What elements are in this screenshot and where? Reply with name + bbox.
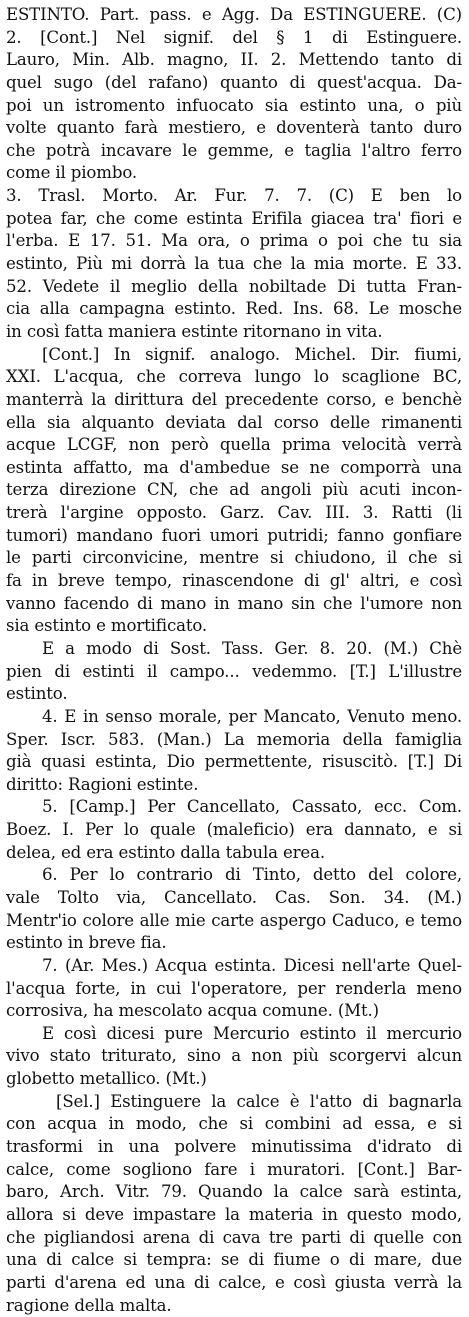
entry-line: in così fatta maniera estinte ritornano in vita. bbox=[6, 321, 383, 341]
entry-line: cia alla campagna estinto. Red. Ins. 68. Le mosche bbox=[6, 299, 462, 319]
entry-line: Sper. Iscr. 583. (Man.) La memoria della famiglia bbox=[6, 729, 462, 749]
entry-line: manterrà la dirittura del precedente corso, e benchè bbox=[6, 389, 462, 409]
entry-line: vanno facendo di mano in mano sin che l'umore non bbox=[6, 593, 462, 613]
entry-line: acque LCGF, non però quella prima velocità verrà bbox=[6, 435, 462, 455]
entry-line: 6. Per lo contrario di Tinto, detto del colore, bbox=[42, 865, 462, 885]
entry-line: una di calce si tempra: se di fiume o di mare, due bbox=[6, 1250, 462, 1270]
entry-line: globetto metallico. (Mt.) bbox=[6, 1069, 207, 1089]
entry-line: trerà l'argine opposto. Garz. Cav. III. 3. Ratti (li bbox=[6, 503, 462, 523]
entry-line: quel sugo (del rafano) quanto di quest'acqua. Da- bbox=[6, 72, 462, 92]
entry-line: Boez. I. Per lo quale (maleficio) era dannato, e si bbox=[6, 820, 462, 840]
entry-line: potea far, che come estinta Erifila giacea tra' fiori e bbox=[6, 208, 462, 228]
entry-line: allora si deve impastare la materia in questo modo, bbox=[6, 1204, 462, 1224]
entry-line: fa in breve tempo, rinascendone di gl' altri, e così bbox=[6, 571, 462, 591]
entry-line: Mentr'io colore alle mie carte aspergo Caduco, e temo bbox=[6, 910, 462, 930]
entry-line: le parti circonvicine, mentre si chiudono, il che si bbox=[6, 548, 462, 568]
entry-line: sia estinto e mortificato. bbox=[6, 616, 208, 636]
entry-line: 3. Trasl. Morto. Ar. Fur. 7. 7. (C) E ben lo bbox=[6, 186, 462, 206]
entry-line: diritto: Ragioni estinte. bbox=[6, 774, 199, 794]
entry-line: ragione della malta. bbox=[6, 1295, 172, 1315]
entry-line: che pigliandosi arena di cava tre parti di quelle con bbox=[6, 1227, 462, 1247]
entry-line: [Sel.] Estinguere la calce è l'atto di bagnarla bbox=[56, 1091, 462, 1111]
entry-line: 52. Vedete il meglio della nobiltade Di tutta Fran- bbox=[6, 276, 462, 296]
entry-line: volte quanto farà mestiero, e doventerà tanto duro bbox=[6, 118, 462, 138]
entry-line: delea, ed era estinto dalla tabula erea. bbox=[6, 842, 325, 862]
entry-line: XXI. L'acqua, che correva lungo lo scaglione BC, bbox=[6, 367, 462, 387]
dictionary-entry bbox=[6, 4, 462, 1317]
entry-line: estinto, Più mi dorrà la tua che la mia morte. E 33. bbox=[6, 254, 462, 274]
entry-line: l'acqua forte, in cui l'operatore, per renderla meno bbox=[6, 978, 462, 998]
entry-line: vivo stato triturato, sino a non più scorgervi alcun bbox=[6, 1046, 462, 1066]
entry-line: Lauro, Min. Alb. magno, II. 2. Mettendo tanto di bbox=[6, 50, 462, 70]
entry-line: che potrà incavare le gemme, e taglia l'altro ferro bbox=[6, 140, 462, 160]
entry-line: pien di estinti il campo... vedemmo. [T.] L'illustre bbox=[6, 661, 462, 681]
entry-line: E a modo di Sost. Tass. Ger. 8. 20. (M.) Chè bbox=[42, 638, 462, 658]
entry-line: corrosiva, ha mescolato acqua comune. (Mt.) bbox=[6, 1001, 379, 1021]
entry-line: baro, Arch. Vitr. 79. Quando la calce sarà estinta, bbox=[6, 1182, 462, 1202]
entry-line: vale Tolto via, Cancellato. Cas. Son. 34. (M.) bbox=[6, 887, 462, 907]
entry-line: tumori) mandano fuori umori putridi; fanno gonfiare bbox=[6, 525, 462, 545]
entry-line: con acqua in modo, che si combini ad essa, e si bbox=[6, 1114, 462, 1134]
entry-line: 7. (Ar. Mes.) Acqua estinta. Dicesi nell'arte Quel- bbox=[42, 955, 462, 975]
entry-line: ESTINTO. Part. pass. e Agg. Da ESTINGUERE. (C) bbox=[6, 5, 462, 24]
entry-line: estinto. bbox=[6, 684, 68, 704]
entry-line: 5. [Camp.] Per Cancellato, Cassato, ecc. Com. bbox=[42, 797, 462, 817]
entry-line: già quasi estinta, Dio permettente, risuscitò. [T.] Di bbox=[6, 752, 462, 772]
entry-line: estinto in breve fia. bbox=[6, 933, 167, 953]
entry-line: 4. E in senso morale, per Mancato, Venuto meno. bbox=[42, 706, 462, 726]
entry-line: [Cont.] In signif. analogo. Michel. Dir. fiumi, bbox=[42, 344, 462, 364]
entry-line: l'erba. E 17. 51. Ma ora, o prima o poi che tu sia bbox=[6, 231, 462, 251]
entry-line: calce, come sogliono fare i muratori. [Cont.] Bar- bbox=[6, 1159, 462, 1179]
entry-line: 2. [Cont.] Nel signif. del § 1 di Estinguere. bbox=[6, 27, 462, 47]
entry-line: parti d'arena ed una di calce, e così giusta verrà la bbox=[6, 1272, 462, 1292]
entry-line: ella sia alquanto deviata dal corso delle rimanenti bbox=[6, 412, 462, 432]
entry-line: E così dicesi pure Mercurio estinto il mercurio bbox=[42, 1023, 462, 1043]
entry-line: come il piombo. bbox=[6, 163, 138, 183]
entry-line: trasformi in una polvere minutissima d'idrato di bbox=[6, 1137, 462, 1157]
entry-line: poi un istromento infuocato sia estinto una, o più bbox=[6, 95, 462, 115]
entry-line: terza direzione CN, che ad angoli più acuti incon- bbox=[6, 480, 462, 500]
entry-line: estinta affatto, ma d'ambedue se ne comporrà una bbox=[6, 457, 462, 477]
